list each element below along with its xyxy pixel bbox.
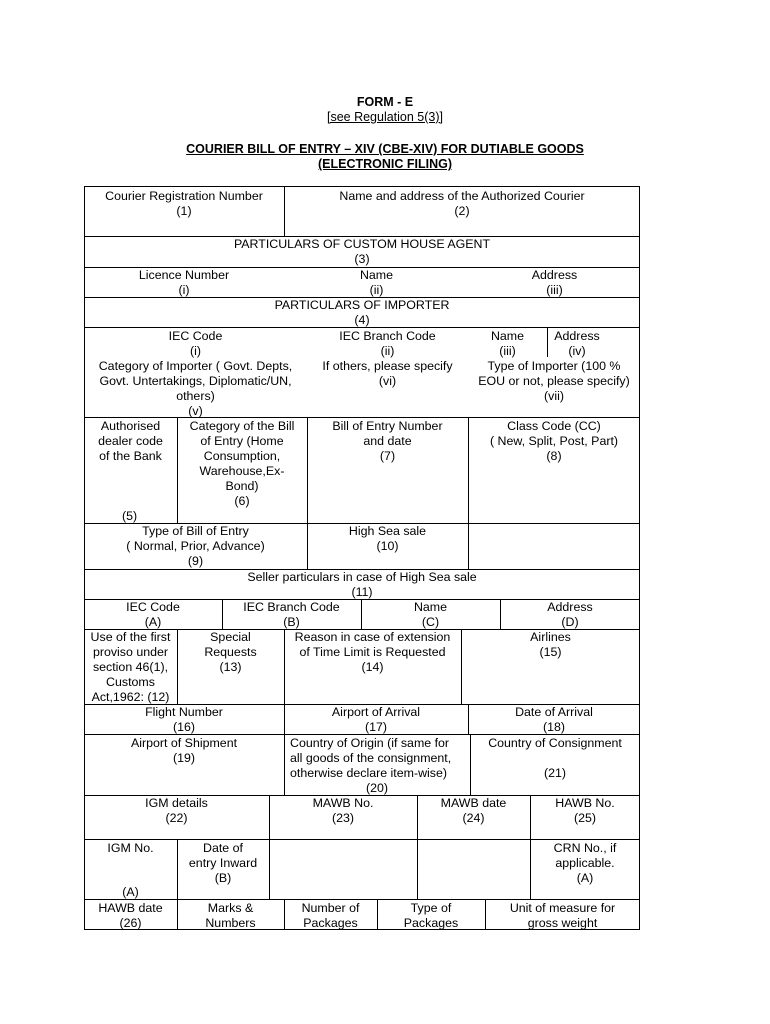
document-title-line1: COURIER BILL OF ENTRY – XIV (CBE-XIV) FOR DUTIABLE GOODS [186,142,584,156]
crn-number: CRN No., if applicable. (A) [553,841,617,885]
courier-registration-number: Courier Registration Number (1) [105,189,263,218]
date-of-entry-inward: Date of entry Inward (B) [188,841,258,885]
seller-iec-code: IEC Code (A) [126,600,180,629]
cha-address: Address (iii) [531,268,578,297]
authorized-courier: Name and address of the Authorized Courier (2) [339,189,585,218]
regulation-reference: [see Regulation 5(3)] [326,110,444,124]
igm-number-letter: (A) [122,885,139,899]
seller-name: Name (C) [413,600,448,629]
document-title-line2: (ELECTRONIC FILING) [317,157,452,171]
country-of-consignment: Country of Consignment [488,736,622,750]
importer-iec-branch-code: IEC Branch Code (ii) [339,329,436,358]
reason-for-extension: Reason in case of extension of Time Limit is Requested (14) [294,630,451,674]
country-of-origin: Country of Origin (if same for all goods of the consignment, otherwise declare item-wise) [290,736,452,780]
high-sea-sale: High Sea sale (10) [348,524,427,553]
unit-of-measure: Unit of measure for gross weight [509,901,616,930]
seller-particulars-header: Seller particulars in case of High Sea sale (11) [247,570,477,599]
seller-iec-branch-code: IEC Branch Code (B) [243,600,340,629]
type-of-importer: Type of Importer (100 % EOU or not, please specify) (vii) [478,359,630,403]
category-of-importer: Category of Importer ( Govt. Depts, Govt. Untertakings, Diplomatic/UN, others) (v) [98,359,293,418]
igm-number: IGM No. [107,841,154,855]
importer-header: PARTICULARS OF IMPORTER (4) [274,298,450,327]
date-of-arrival: Date of Arrival (18) [515,705,593,734]
mawb-date: MAWB date (24) [440,796,507,825]
seller-address: Address (D) [547,600,593,629]
category-of-bill-of-entry: Category of the Bill of Entry (Home Consumption, Warehouse,Ex- Bond) (6) [189,419,295,508]
special-requests: Special Requests (13) [204,630,257,674]
mawb-number: MAWB No. (23) [312,796,374,825]
number-of-packages: Number of Packages [301,901,360,930]
type-of-bill-of-entry: Type of Bill of Entry ( Normal, Prior, Advance) (9) [126,524,265,568]
igm-details: IGM details (22) [145,796,208,825]
importer-address: Address (iv) [554,329,600,358]
authorised-dealer-code: Authorised dealer code of the Bank [98,419,163,463]
cha-licence-number: Licence Number (i) [138,268,230,297]
airport-of-shipment: Airport of Shipment (19) [130,736,238,765]
hawb-date: HAWB date (26) [98,901,163,930]
hawb-number: HAWB No. (25) [555,796,615,825]
class-code: Class Code (CC) ( New, Split, Post, Part) (8) [489,419,619,463]
airlines: Airlines (15) [530,630,571,659]
bill-of-entry-number: Bill of Entry Number and date (7) [332,419,443,463]
if-others-specify: If others, please specify (vi) [322,359,453,388]
vrule-r8b [468,523,469,569]
type-of-packages: Type of Packages [403,901,459,930]
first-proviso: Use of the first proviso under section 46(1), Customs Act,1962: (12) [90,630,171,704]
authorised-dealer-code-number: (5) [122,509,138,523]
country-of-consignment-number: (21) [543,766,567,780]
form-title: FORM - E [356,95,414,109]
cha-name: Name (ii) [359,268,394,297]
importer-iec-code: IEC Code (i) [168,329,223,358]
importer-name: Name (iii) [490,329,525,358]
airport-of-arrival: Airport of Arrival (17) [331,705,421,734]
cha-header: PARTICULARS OF CUSTOM HOUSE AGENT (3) [233,237,491,266]
rule-13 [84,839,640,840]
flight-number: Flight Number (16) [145,705,223,734]
marks-and-numbers: Marks & Numbers [205,901,256,930]
country-of-origin-number: (20) [365,781,389,795]
